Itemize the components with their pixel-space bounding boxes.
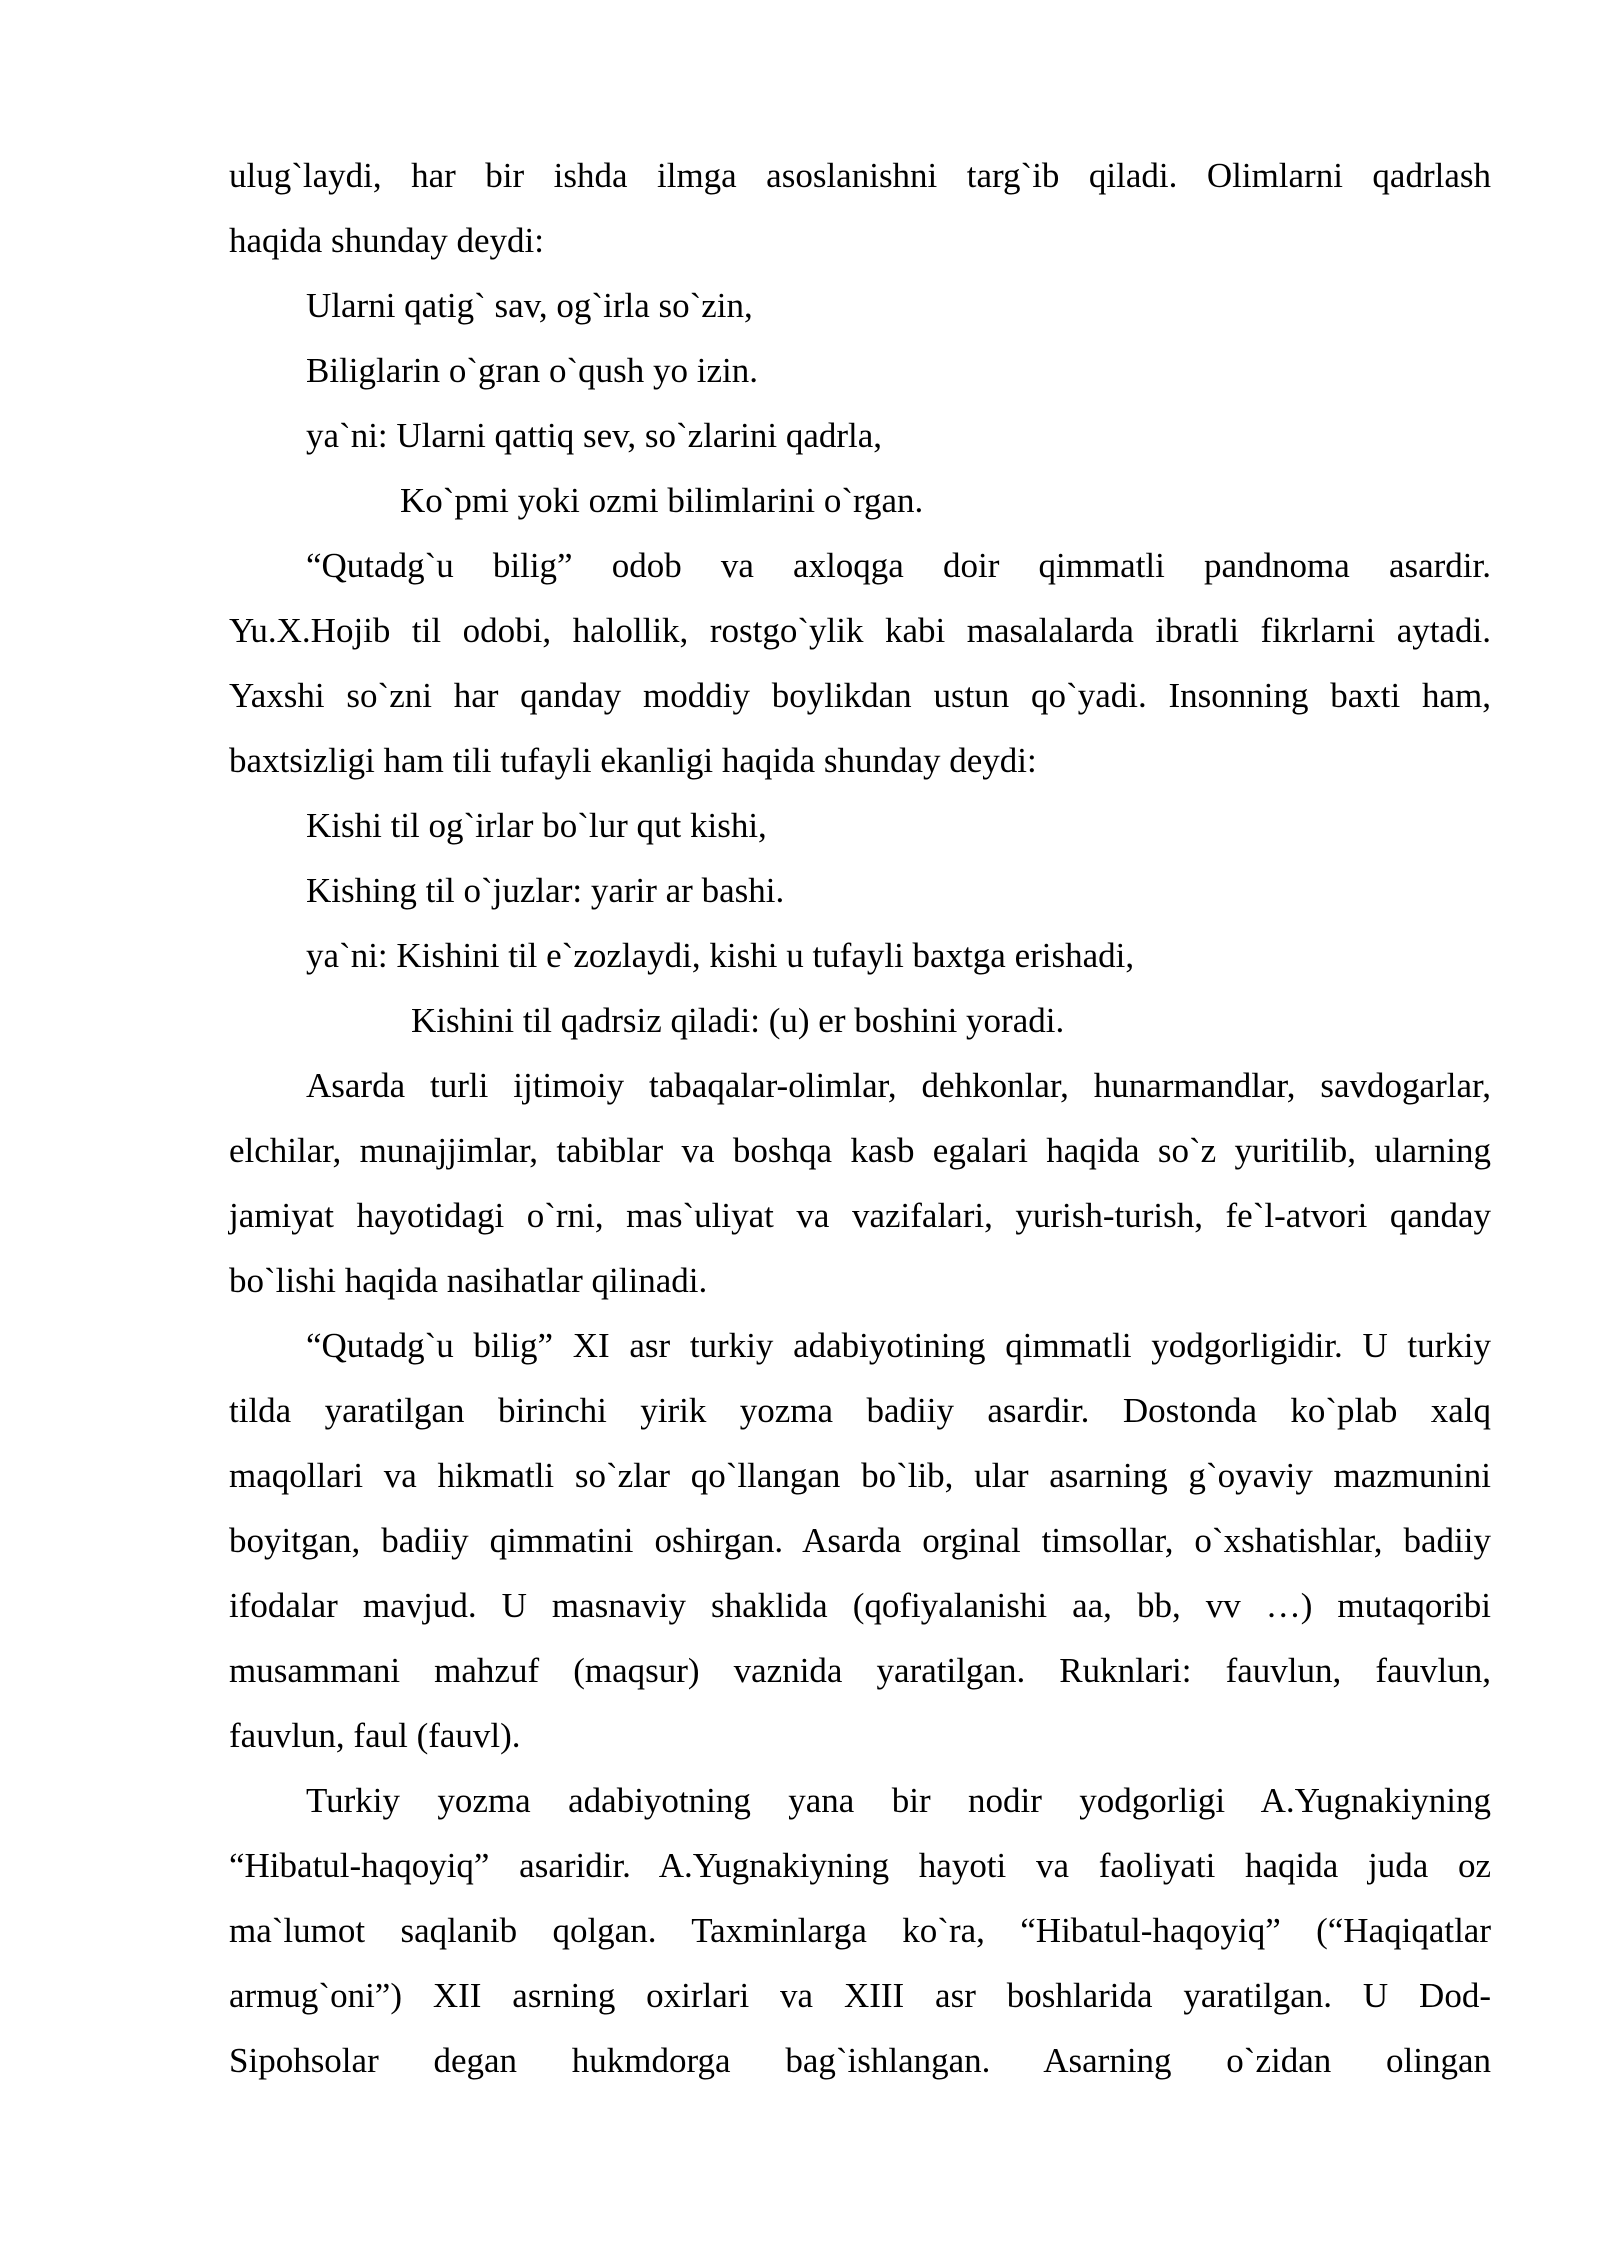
text-line: elchilar, munajjimlar, tabiblar va boshqa kasb egalari haqida so`z yuritilib, ularning [229,1131,1491,1170]
text-line: bo`lishi haqida nasihatlar qilinadi. [229,1261,708,1300]
text-line: haqida shunday deydi: [229,221,544,260]
text-line: Asarda turli ijtimoiy tabaqalar-olimlar, dehkonlar, hunarmandlar, savdogarlar, [306,1066,1491,1105]
text-line: Yu.X.Hojib til odobi, halollik, rostgo`ylik kabi masalalarda ibratli fikrlarni aytadi. [229,611,1491,650]
text-line: fauvlun, faul (fauvl). [229,1716,521,1755]
text-line: ma`lumot saqlanib qolgan. Taxminlarga ko`ra, “Hibatul-haqoyiq” (“Haqiqatlar [229,1911,1491,1950]
text-line: armug`oni”) XII asrning oxirlari va XIII asr boshlarida yaratilgan. U Dod- [229,1976,1491,2015]
text-line: “Hibatul-haqoyiq” asaridir. A.Yugnakiyning hayoti va faoliyati haqida juda oz [229,1846,1491,1885]
translation-line: ya`ni: Ularni qattiq sev, so`zlarini qadrla, [306,416,883,455]
text-line: ifodalar mavjud. U masnaviy shaklida (qofiyalanishi aa, bb, vv …) mutaqoribi [229,1586,1491,1625]
text-line: jamiyat hayotidagi o`rni, mas`uliyat va vazifalari, yurish-turish, fe`l-atvori qanday [229,1196,1491,1235]
text-line: boyitgan, badiiy qimmatini oshirgan. Asarda orginal timsollar, o`xshatishlar, badiiy [229,1521,1491,1560]
poem-line: Biliglarin o`gran o`qush yo izin. [306,351,759,390]
poem-line: Ularni qatig` sav, og`irla so`zin, [306,286,753,325]
text-line: maqollari va hikmatli so`zlar qo`llangan bo`lib, ular asarning g`oyaviy mazmunini [229,1456,1491,1495]
text-line: “Qutadg`u bilig” XI asr turkiy adabiyotining qimmatli yodgorligidir. U turkiy [306,1326,1491,1365]
poem-line: Kishi til og`irlar bo`lur qut kishi, [306,806,767,845]
text-line: Sipohsolar degan hukmdorga bag`ishlangan. Asarning o`zidan olingan [229,2041,1491,2080]
translation-line: Kishini til qadrsiz qiladi: (u) er boshini yoradi. [411,1001,1065,1040]
text-line: Yaxshi so`zni har qanday moddiy boylikdan ustun qo`yadi. Insonning baxti ham, [229,676,1491,715]
translation-line: Ko`pmi yoki ozmi bilimlarini o`rgan. [400,481,924,520]
text-line: baxtsizligi ham tili tufayli ekanligi haqida shunday deydi: [229,741,1037,780]
text-line: musammani mahzuf (maqsur) vaznida yaratilgan. Ruknlari: fauvlun, fauvlun, [229,1651,1491,1690]
text-line: “Qutadg`u bilig” odob va axloqga doir qimmatli pandnoma asardir. [306,546,1491,585]
text-line: tilda yaratilgan birinchi yirik yozma badiiy asardir. Dostonda ko`plab xalq [229,1391,1491,1430]
poem-line: Kishing til o`juzlar: yarir ar bashi. [306,871,785,910]
text-line: Turkiy yozma adabiyotning yana bir nodir yodgorligi A.Yugnakiyning [306,1781,1491,1820]
text-line: ulug`laydi, har bir ishda ilmga asoslanishni targ`ib qiladi. Olimlarni qadrlash [229,156,1491,195]
translation-line: ya`ni: Kishini til e`zozlaydi, kishi u tufayli baxtga erishadi, [306,936,1135,975]
